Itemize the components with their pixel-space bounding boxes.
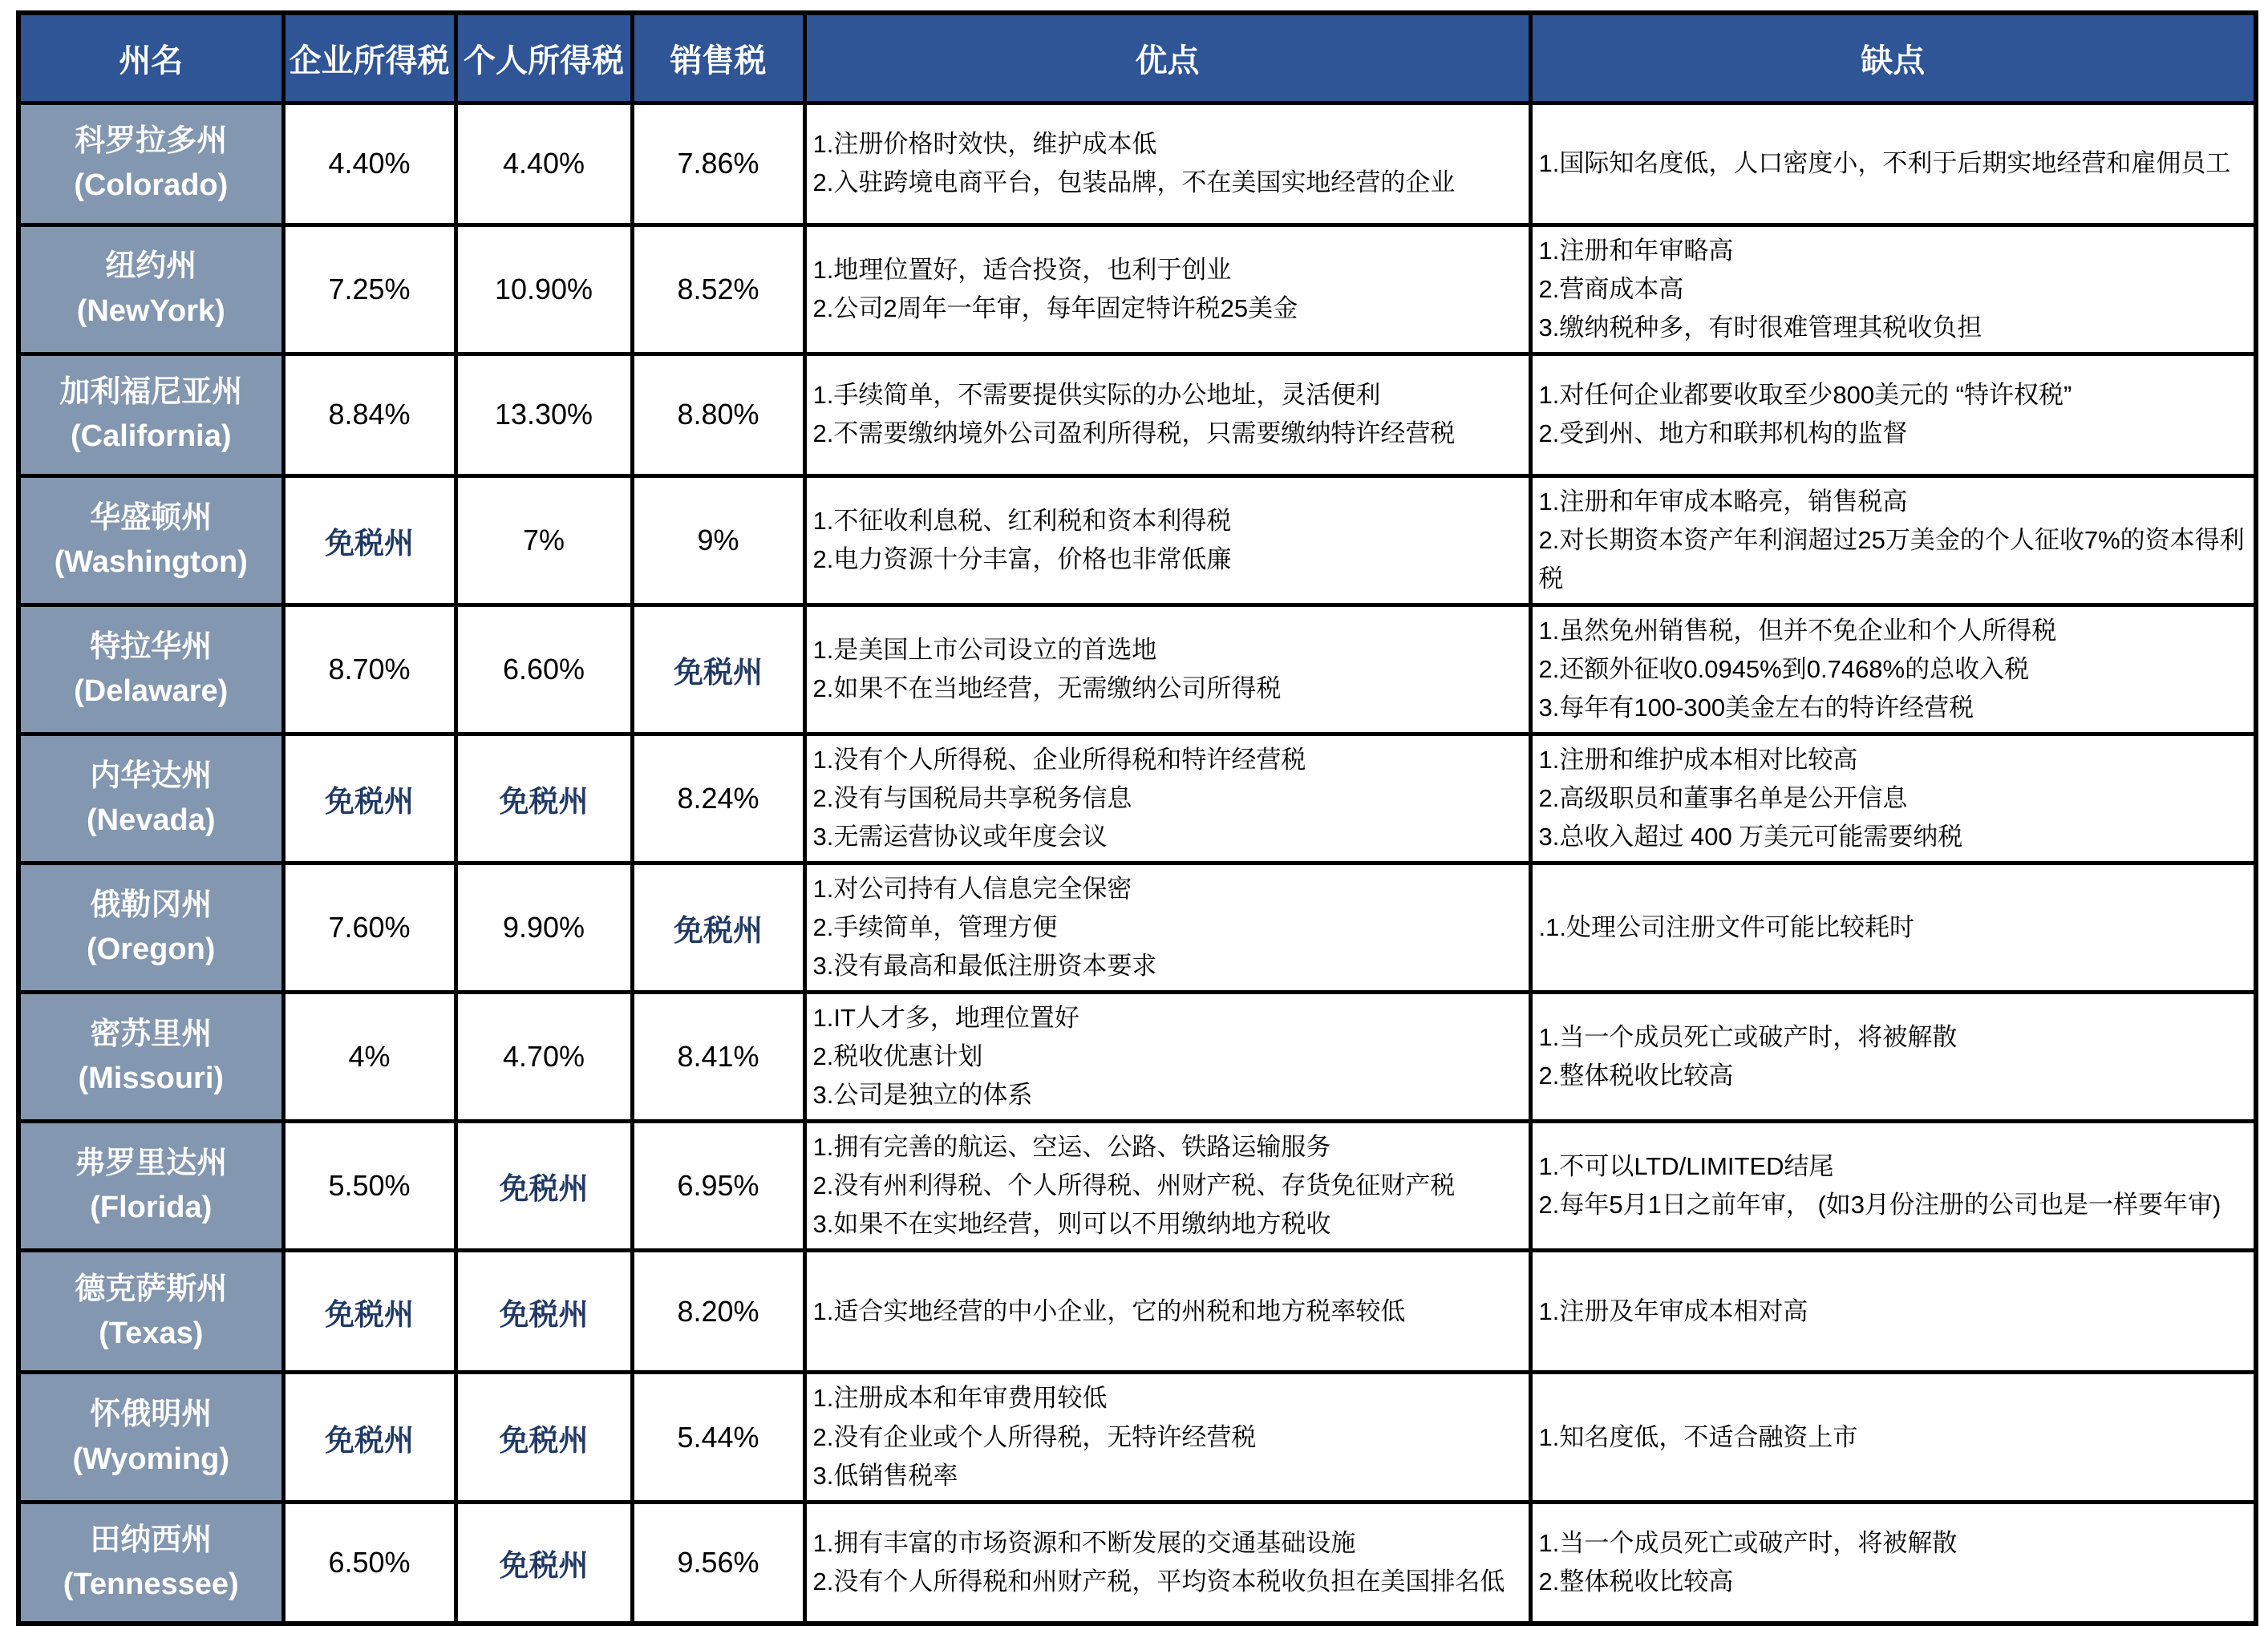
- table-row: [18, 993, 2256, 1122]
- column-header-corporate_tax: 企业所得税: [283, 13, 456, 103]
- state-name-en: (NewYork): [76, 293, 225, 328]
- state-name-cn: 科罗拉多州: [75, 123, 228, 158]
- pros-cell: [804, 224, 1530, 354]
- corporate-tax-cell: [283, 864, 456, 993]
- corporate-tax-cell: [283, 605, 456, 734]
- cons-cell: [1530, 475, 2256, 605]
- sales-tax-value: 5.44%: [677, 1420, 759, 1454]
- cons-item: 2.高级职员和董事名单是公开信息: [1538, 783, 1908, 812]
- pros-cell: [804, 734, 1530, 863]
- table-row: [18, 224, 2256, 354]
- personal-tax-cell: [456, 734, 632, 863]
- pros-item: 1.对公司持有人信息完全保密: [812, 875, 1132, 904]
- pros-item: 2.不需要缴纳境外公司盈利所得税，只需要缴纳特许经营税: [812, 419, 1456, 448]
- sales-tax-value: 7.86%: [677, 147, 759, 180]
- pros-item: 3.无需运营协议或年度会议: [812, 823, 1108, 851]
- table-row: [18, 1502, 2256, 1624]
- pros-cell: [804, 993, 1530, 1122]
- state-name-cell: [18, 1373, 283, 1502]
- state-name-cell: [18, 993, 283, 1122]
- sales-tax-cell: [632, 605, 804, 734]
- cons-item: 1.当一个成员死亡或破产时，将被解散: [1538, 1528, 1958, 1557]
- state-name-cell: [18, 354, 283, 475]
- state-name-cn: 俄勒冈州: [90, 888, 213, 923]
- cons-cell: [1530, 1502, 2256, 1624]
- pros-item: 2.没有州利得税、个人所得税、州财产税、存货免征财产税: [812, 1171, 1456, 1200]
- personal-tax-value: 免税州: [499, 784, 589, 818]
- personal-tax-cell: [456, 605, 632, 734]
- pros-item: 3.公司是独立的体系: [812, 1081, 1033, 1110]
- pros-item: 1.IT人才多，地理位置好: [812, 1004, 1079, 1033]
- cons-item: 1.虽然免州销售税，但并不免企业和个人所得税: [1538, 616, 2057, 645]
- state-name-cell: [18, 224, 283, 354]
- state-name-cn: 密苏里州: [90, 1017, 213, 1052]
- state-name-en: (Missouri): [78, 1062, 225, 1096]
- cons-item: 3.缴纳税种多，有时很难管理其税收负担: [1538, 313, 1982, 342]
- sales-tax-value: 9.56%: [677, 1545, 759, 1579]
- sales-tax-cell: [632, 1122, 804, 1251]
- personal-tax-cell: [456, 354, 632, 475]
- pros-item: 2.税收优惠计划: [812, 1042, 983, 1071]
- pros-item: 1.不征收利息税、红利税和资本利得税: [812, 506, 1232, 535]
- state-name-cell: [18, 864, 283, 993]
- pros-item: 1.拥有丰富的市场资源和不断发展的交通基础设施: [812, 1528, 1356, 1557]
- pros-item: 3.低销售税率: [812, 1461, 958, 1490]
- sales-tax-cell: [632, 1251, 804, 1373]
- state-name-cn: 纽约州: [105, 249, 197, 284]
- personal-tax-value: 4.70%: [502, 1040, 585, 1074]
- cons-item: 1.国际知名度低，人口密度小，不利于后期实地经营和雇佣员工: [1538, 148, 2231, 177]
- corporate-tax-value: 免税州: [325, 1423, 414, 1457]
- cons-cell: [1530, 1373, 2256, 1502]
- state-name-cell: [18, 605, 283, 734]
- cons-item: 2.受到州、地方和联邦机构的监督: [1538, 419, 1908, 448]
- column-header-state: 州名: [18, 13, 283, 103]
- state-name-cn: 内华达州: [90, 758, 213, 793]
- table-row: [18, 864, 2256, 993]
- personal-tax-cell: [456, 224, 632, 354]
- corporate-tax-value: 5.50%: [328, 1169, 411, 1203]
- sales-tax-cell: [632, 224, 804, 354]
- corporate-tax-value: 免税州: [325, 526, 414, 560]
- personal-tax-value: 13.30%: [494, 398, 593, 431]
- corporate-tax-cell: [283, 103, 456, 224]
- state-name-cn: 加利福尼亚州: [59, 375, 243, 410]
- sales-tax-cell: [632, 734, 804, 863]
- corporate-tax-value: 8.70%: [328, 652, 411, 686]
- personal-tax-cell: [456, 475, 632, 605]
- sales-tax-value: 8.24%: [677, 781, 759, 815]
- corporate-tax-value: 免税州: [325, 784, 414, 818]
- corporate-tax-value: 7.60%: [328, 911, 411, 944]
- header-row: [18, 13, 2256, 103]
- state-name-cn: 怀俄明州: [90, 1397, 213, 1432]
- pros-item: 1.是美国上市公司设立的首选地: [812, 635, 1157, 664]
- personal-tax-value: 免税州: [499, 1423, 589, 1457]
- cons-item: 1.注册和年审略高: [1538, 236, 1734, 265]
- cons-cell: [1530, 1122, 2256, 1251]
- pros-item: 1.注册价格时效快，维护成本低: [812, 129, 1157, 158]
- pros-item: 1.拥有完善的航运、空运、公路、铁路运输服务: [812, 1133, 1331, 1162]
- cons-item: 3.总收入超过 400 万美元可能需要纳税: [1538, 823, 1963, 851]
- pros-item: 2.手续简单，管理方便: [812, 913, 1058, 942]
- corporate-tax-cell: [283, 475, 456, 605]
- pros-cell: [804, 354, 1530, 475]
- corporate-tax-value: 8.84%: [328, 398, 411, 431]
- cons-item: .1.处理公司注册文件可能比较耗时: [1538, 913, 1914, 942]
- pros-item: 2.没有个人所得税和州财产税，平均资本税收负担在美国排名低: [812, 1567, 1505, 1596]
- corporate-tax-cell: [283, 1251, 456, 1373]
- cons-item: 2.还额外征收0.0945%到0.7468%的总收入税: [1538, 654, 2030, 683]
- state-name-en: (Oregon): [87, 932, 216, 967]
- state-name-cell: [18, 475, 283, 605]
- pros-item: 2.如果不在当地经营，无需缴纳公司所得税: [812, 673, 1282, 702]
- state-name-en: (Washington): [54, 544, 248, 579]
- pros-item: 3.如果不在实地经营，则可以不用缴纳地方税收: [812, 1210, 1331, 1239]
- pros-cell: [804, 1122, 1530, 1251]
- corporate-tax-value: 6.50%: [328, 1545, 411, 1579]
- cons-item: 3.每年有100-300美金左右的特许经营税: [1538, 693, 1974, 722]
- table-body: [18, 103, 2256, 1624]
- cons-item: 2.对长期资本资产年利润超过25万美金的个人征收7%的资本得利税: [1538, 525, 2245, 593]
- personal-tax-value: 6.60%: [502, 652, 585, 686]
- personal-tax-value: 免税州: [499, 1297, 589, 1331]
- sales-tax-cell: [632, 1502, 804, 1624]
- sales-tax-value: 免税州: [674, 914, 763, 948]
- corporate-tax-cell: [283, 354, 456, 475]
- table-row: [18, 1373, 2256, 1502]
- state-name-en: (Tennessee): [63, 1567, 239, 1601]
- state-name-cn: 弗罗里达州: [75, 1147, 228, 1181]
- column-header-pros: 优点: [804, 13, 1530, 103]
- sales-tax-value: 免税州: [674, 655, 763, 689]
- sales-tax-cell: [632, 475, 804, 605]
- cons-item: 1.注册及年审成本相对高: [1538, 1296, 1808, 1325]
- pros-cell: [804, 1502, 1530, 1624]
- cons-item: 2.整体税收比较高: [1538, 1567, 1734, 1596]
- state-name-cn: 德克萨斯州: [75, 1272, 228, 1306]
- sales-tax-cell: [632, 1373, 804, 1502]
- pros-item: 1.注册成本和年审费用较低: [812, 1384, 1108, 1413]
- table-row: [18, 103, 2256, 224]
- personal-tax-value: 免税州: [499, 1172, 589, 1206]
- pros-item: 1.适合实地经营的中小企业，它的州税和地方税率较低: [812, 1296, 1406, 1325]
- corporate-tax-value: 7.25%: [328, 272, 411, 305]
- state-name-cell: [18, 103, 283, 224]
- us-state-tax-comparison-table: [16, 10, 2258, 1626]
- pros-cell: [804, 605, 1530, 734]
- cons-cell: [1530, 605, 2256, 734]
- cons-cell: [1530, 1251, 2256, 1373]
- personal-tax-cell: [456, 1122, 632, 1251]
- corporate-tax-cell: [283, 224, 456, 354]
- sales-tax-value: 8.52%: [677, 272, 759, 305]
- state-name-en: (Colorado): [74, 168, 229, 202]
- corporate-tax-cell: [283, 1373, 456, 1502]
- cons-cell: [1530, 864, 2256, 993]
- corporate-tax-value: 4%: [348, 1040, 391, 1074]
- cons-cell: [1530, 354, 2256, 475]
- personal-tax-cell: [456, 1251, 632, 1373]
- cons-item: 1.注册和年审成本略亮，销售税高: [1538, 487, 1908, 516]
- pros-item: 1.手续简单，不需要提供实际的办公地址，灵活便利: [812, 381, 1381, 410]
- state-name-cell: [18, 1122, 283, 1251]
- sales-tax-value: 6.95%: [677, 1169, 759, 1203]
- personal-tax-value: 9.90%: [502, 911, 585, 944]
- pros-cell: [804, 864, 1530, 993]
- state-name-en: (Nevada): [87, 803, 216, 837]
- corporate-tax-cell: [283, 734, 456, 863]
- pros-item: 2.公司2周年一年审，每年固定特许税25美金: [812, 293, 1298, 322]
- pros-cell: [804, 1251, 1530, 1373]
- table-row: [18, 1251, 2256, 1373]
- state-name-en: (California): [70, 419, 232, 454]
- corporate-tax-cell: [283, 1502, 456, 1624]
- table-row: [18, 605, 2256, 734]
- state-name-cell: [18, 734, 283, 863]
- personal-tax-cell: [456, 864, 632, 993]
- pros-item: 2.没有与国税局共享税务信息: [812, 783, 1132, 812]
- state-name-cell: [18, 1502, 283, 1624]
- state-name-en: (Texas): [99, 1316, 204, 1350]
- sales-tax-cell: [632, 864, 804, 993]
- table-row: [18, 354, 2256, 475]
- cons-item: 2.营商成本高: [1538, 274, 1684, 303]
- personal-tax-cell: [456, 1502, 632, 1624]
- state-name-cell: [18, 1251, 283, 1373]
- sales-tax-value: 8.41%: [677, 1040, 759, 1074]
- state-name-en: (Wyoming): [72, 1442, 230, 1476]
- cons-item: 2.整体税收比较高: [1538, 1062, 1734, 1090]
- table-row: [18, 734, 2256, 863]
- corporate-tax-cell: [283, 1122, 456, 1251]
- state-name-cn: 华盛顿州: [90, 500, 213, 535]
- state-name-en: (Delaware): [74, 673, 229, 708]
- personal-tax-cell: [456, 993, 632, 1122]
- cons-item: 1.知名度低，不适合融资上市: [1538, 1422, 1858, 1451]
- pros-item: 2.没有企业或个人所得税，无特许经营税: [812, 1422, 1257, 1451]
- corporate-tax-value: 4.40%: [328, 147, 411, 180]
- pros-cell: [804, 103, 1530, 224]
- personal-tax-value: 免税州: [499, 1548, 589, 1582]
- corporate-tax-value: 免税州: [325, 1297, 414, 1331]
- personal-tax-value: 10.90%: [494, 272, 593, 305]
- personal-tax-value: 7%: [522, 523, 565, 556]
- state-name-cn: 特拉华州: [90, 629, 213, 664]
- pros-cell: [804, 475, 1530, 605]
- pros-item: 1.地理位置好，适合投资，也利于创业: [812, 255, 1232, 284]
- pros-item: 3.没有最高和最低注册资本要求: [812, 952, 1157, 981]
- sales-tax-cell: [632, 993, 804, 1122]
- cons-item: 1.不可以LTD/LIMITED结尾: [1538, 1152, 1834, 1181]
- pros-item: 2.入驻跨境电商平台，包装品牌，不在美国实地经营的企业: [812, 168, 1456, 196]
- table-row: [18, 1122, 2256, 1251]
- cons-item: 1.对任何企业都要收取至少800美元的 “特许权税”: [1538, 381, 2072, 410]
- sales-tax-value: 9%: [697, 523, 739, 556]
- state-name-en: (Florida): [90, 1191, 213, 1225]
- personal-tax-value: 4.40%: [502, 147, 585, 180]
- sales-tax-value: 8.80%: [677, 398, 759, 431]
- state-name-cn: 田纳西州: [90, 1523, 213, 1557]
- table-row: [18, 475, 2256, 605]
- pros-item: 2.电力资源十分丰富，价格也非常低廉: [812, 544, 1232, 573]
- column-header-cons: 缺点: [1530, 13, 2256, 103]
- corporate-tax-cell: [283, 993, 456, 1122]
- personal-tax-cell: [456, 103, 632, 224]
- pros-cell: [804, 1373, 1530, 1502]
- pros-item: 1.没有个人所得税、企业所得税和特许经营税: [812, 745, 1306, 774]
- sales-tax-cell: [632, 103, 804, 224]
- sales-tax-cell: [632, 354, 804, 475]
- cons-cell: [1530, 224, 2256, 354]
- column-header-sales_tax: 销售税: [632, 13, 804, 103]
- personal-tax-cell: [456, 1373, 632, 1502]
- sales-tax-value: 8.20%: [677, 1294, 759, 1328]
- cons-item: 1.当一个成员死亡或破产时，将被解散: [1538, 1023, 1958, 1052]
- column-header-personal_tax: 个人所得税: [456, 13, 632, 103]
- cons-item: 1.注册和维护成本相对比较高: [1538, 745, 1858, 774]
- cons-cell: [1530, 993, 2256, 1122]
- cons-cell: [1530, 734, 2256, 863]
- cons-item: 2.每年5月1日之前年审， (如3月份注册的公司也是一样要年审): [1538, 1191, 2221, 1220]
- cons-cell: [1530, 103, 2256, 224]
